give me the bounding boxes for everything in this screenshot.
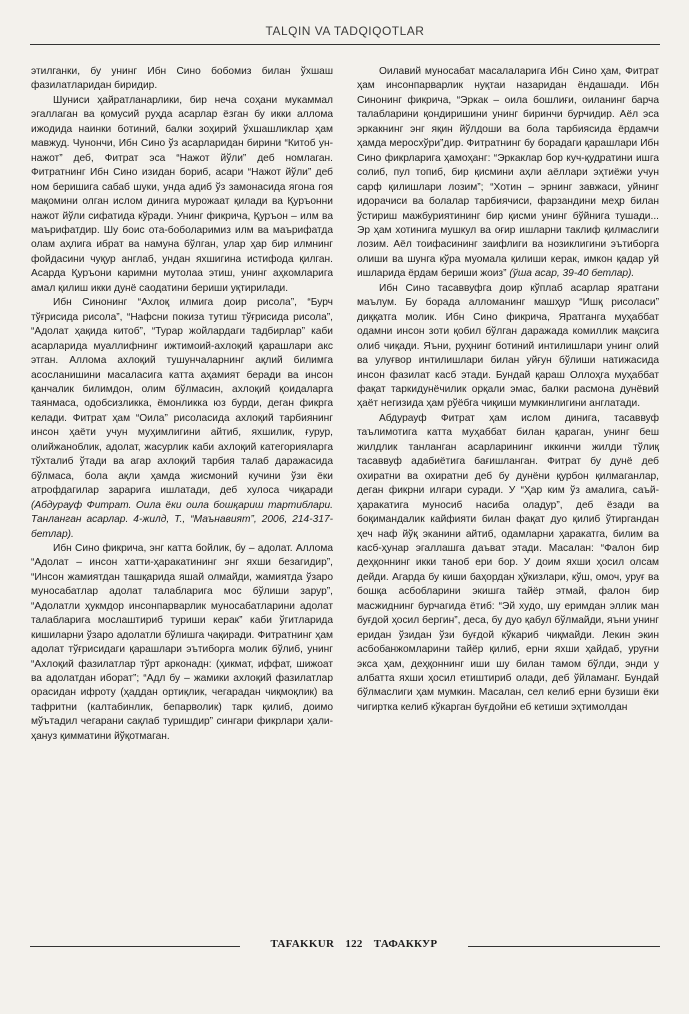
paragraph: Абдурауф Фитрат ҳам ислом динига, тасаввуф таълимотига катта муҳаббат билан қараган, унинг беш жилдлик танланган асарларининг иккинчи жилди тўлиқ тасаввуф адабиётига бағишланган. Фитрат бу дунё деб охиратни ва охиратни деб бу дунёни қурбон қилмаганлар, деган фикрни илгари суради. У “Ҳар ким ўз амалига, саъй-ҳаракатига муносиб насиба оладур”, деб ёзади ва боқимандалик кайфияти билан фақат дуо қилиб ўтиргандан ҳеч наф йўқ эканини айтиб, одамларни ҳаракатга, билим ва касб-ҳунар эгаллашга даъват этади. Масалан: “Фалон бир деҳқоннинг икки таноб ери бор. У доим яхши ҳосил олсам дейди. Агарда бу киши баҳордан ҳўкизлари, кўш, омоч, уруғ ва бошқа асбобларини экишга тайёр этмай, фалон бир масжиднинг бурчагида ётиб: “Эй худо, шу еримдан эллик ман буғдой ҳосил бергин”, деса, бу дуо қабул бўлмайди, яъни унинг еридан ўзидан ўзи буғдой кўкариб чиқмайди. Лекин экин асбобанжомларини тайёр қилиб, ерни яхши ҳайдаб, уруғни экса ҳам, деҳқоннинг иши шу билан тамом бўлди, энди у албатта яхши ҳосил етиштириб олади, деб ўйламанг. Бундай бўлмаслиги ҳам мумкин. Масалан, сел келиб ерни бузиши ёки чигиртка келиб кўкарган буғдойни еб кетиши эҳтимолдан [357,412,659,713]
footer-cyrillic-title: ТАФАККУР [373,938,438,950]
page-header [30,20,660,46]
paragraph: Ибн Сино тасаввуфга доир кўплаб асарлар яратгани маълум. Бу борада алломанинг машҳур “Ишқ рисоласи” диққатга молик. Ибн Сино фикрича, Яратганга муҳаббат одамни инсон зоти қобил бўлган даражада комиллик мақсига олиб чиқади. Яъни, руҳнинг ботиний интилишлари унинг олий ва улуғвор интилишлари билан уйғун бўлиши натижасида инсон фазилат касб этади. Бундай қараш Оллоҳга муҳаббат фақат таркидунёчилик орқали эмас, балки расмона дунёвий ҳаёт негизида ҳам рўёбга чиқиши мумкинлигини англатади. [357,282,659,410]
section-title: TALQIN VA TADQIQOTLAR [265,24,425,38]
paragraph: Шуниси ҳайратланарлики, бир неча соҳани мукаммал эгаллаган ва қомусий руҳда асарлар ёзган бу икки аллома ижодида наинки ботиний, балки зоҳирий ўхшашликлар ҳам мавжуд. Чунончи, Ибн Сино ўз асарларидан бирини “Китоб ун-нажот” деб, Фитрат эса “Нажот йўли” деб номлаган. Фитратнинг Ибн Сино изидан бориб, асари “Нажот йўли” деб ном беришига сабаб шуки, унда адиб ўз замонасида ягона гоя мақомини олган ислом динига мурожаат қилади ва Қуръонни нажот йўли сифатида кўради. Унинг фикрича, Қуръон – илм ва маърифатдир. Шу боис ота-боболаримиз илм ва маърифатда олам аҳлига ибрат ва намуна бўлган, улар ҳар бир илмнинг фойдасини чуқур англаб, ундан яхшигина истифода қилган. Асарда Қуръони каримни мутолаа этиш, унинг аҳкомларига амал қилиш икки дунё саодатини бериши уқтирилади. [31,94,333,294]
paragraph [357,65,659,282]
footer-masthead [248,938,460,950]
citation: (ўша асар, 39-40 бетлар). [509,268,635,280]
paragraph: этилганки, бу унинг Ибн Сино бобомиз билан ўхшаш фазилатларидан биридир. [31,66,333,92]
header-rule [30,44,660,45]
article-body [31,65,659,937]
citation: (Абдурауф Фитрат. Оила ёки оила бошқариш тартиблари. Танланган асарлар. 4-жилд, Т., “Маънавият”, 2006, 214-317-бетлар). [31,499,333,540]
left-column [31,65,333,937]
footer-rule-left [30,946,240,947]
footer-latin-title: TAFAKKUR [270,938,335,950]
paragraph-text: Оилавий муносабат масалаларига Ибн Сино ҳам, Фитрат ҳам инсонпарварлик нуқтаи назаридан ёндашади. Ибн Синонинг фикрича, “Эркак – оила бошлиғи, оиланинг барча талабларини қондиришини унинг биринчи бурчидир. Аёл эса эркакнинг энг яқин йўлдоши ва бола тарбиясида ёрдамчи ҳамда меросхўри”дир. Фитратнинг бу борадаги қарашлари Ибн Сино фикрларига ҳамоҳанг: “Эркаклар бор куч-қудратини ишга солиб, пул топиб, бир қисмини аҳли аёллари эҳтиёжи учун сарф қилишлари лозим”; “Хотин – эрнинг завжаси, уйнинг идорачиси ва болалар тарбиячиси, фарзандини меҳр билан ўстириш мажбуриятининг бир қисми унинг бўйнига тушади... Эр ҳам хотинига мушкул ва оғир ишларни таклиф қилмаслиги лозим. Аёл тоифасининг заифлиги ва нозиклигини эътиборга олиши ва шунга кўра муомала қилиши керак, имкон қадар уй ишларида ёрдам бериши жоиз” [357,66,659,280]
paragraph: Ибн Сино фикрича, энг катта бойлик, бу – адолат. Аллома “Адолат – инсон хатти-ҳаракатининг энг яхши безагидир”, “Инсон жамиятдан ташқарида яшай олмайди, жамиятда ўзаро муносабатлар адолат талабларига мос бўлиши зарур”, “Адолатли ҳукмдор инсонпарварлик муносабатларини адолат талабларига мослаштириб туриши керак” каби ўгитларида кишиларни ўзаро адолатли бўлишга чақиради. Фитратнинг ҳам адолат тўғрисидаги қарашлари эътиборга молик бўлиб, унинг “Ахлоқий фазилатлар тўрт арконадн: (ҳикмат, иффат, шижоат ва адолатдан иборат”; “Адл бу – жамики ахлоқий фазилатлар орасидан ифроту (ҳаддан ортиқлик, чегарадан чиқмоқлик) ва тафритни (калтабинлик, бепарволик) тарк қилиб, доимо мўътадил чегарани сақлаб туришдир” сингари фикрлари ҳали-ҳануз қимматини йўқотмаган. [31,542,333,742]
footer-rule-right [468,946,660,947]
page-number: 122 [345,938,363,950]
right-column [357,65,659,937]
paragraph [31,296,333,542]
paragraph-text: Ибн Синонинг “Ахлоқ илмига доир рисола”, “Бурч тўғрисида рисола”, “Нафсни покиза тутиш тўғрисида рисола”, “Адолат ҳақида китоб”, “Турар жойлардаги тадбирлар” каби асарларида муаллифнинг ижтимоий-ахлоқий қарашлари акс этган. Аллома ахлоқий тушунчаларнинг ақлий билимга асосланишини масаласига катта аҳамият беради ва инсон қанчалик билимдон, олим бўлмасин, ахлоқий қоидаларга таянмаса, одобсизликка, ёмонликка юз бурди, деган фикрга келади. Фитрат ҳам “Оила” рисоласида ахлоқий тарбиянинг инсон ҳаёти учун муҳимлигини айтиб, яхшилик, ғурур, олийжаноблик, адолат, жасурлик каби ахлоқий категорияларга тўхталиб ўтади ва агар ахлоқий тарбия талаб даражасида бўлмаса, бола ақли ҳамда жисмоний кучини ўзи ёки атрофдагилар зарарига ишлатади, деб хулоса чиқаради [31,297,333,497]
page-footer [30,938,660,962]
